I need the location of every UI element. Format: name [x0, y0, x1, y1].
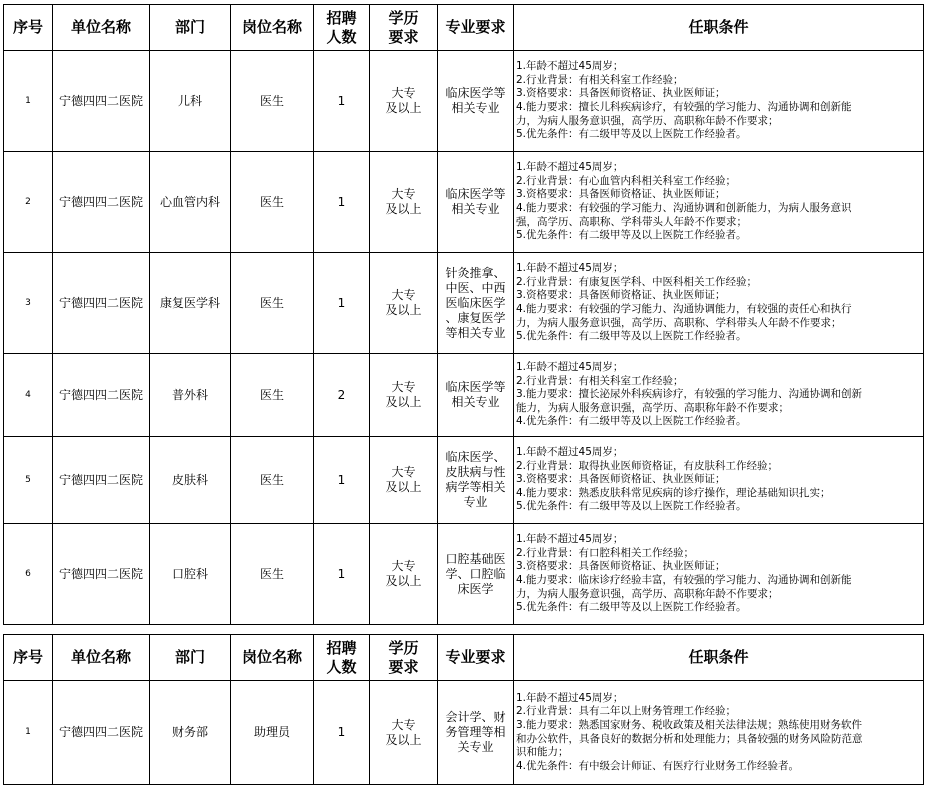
- headcount-cell: 2: [314, 354, 370, 437]
- major-cell-line: 相关专业: [451, 202, 500, 216]
- education-cell: [370, 253, 438, 354]
- position-cell: 医生: [231, 524, 314, 625]
- condition-line: 1.年龄不超过45周岁；: [516, 446, 624, 459]
- unit-name-cell: 宁德四四二医院: [53, 354, 150, 437]
- condition-line: 5.优先条件：有二级甲等及以上医院工作经验者。: [516, 128, 747, 141]
- education-cell: [370, 152, 438, 253]
- header-seq: 序号: [4, 5, 53, 51]
- education-cell-line: 大专: [391, 717, 416, 732]
- department-cell: 皮肤科: [150, 437, 231, 524]
- table-header-row: [4, 635, 924, 681]
- header-education: 学历 要求: [370, 5, 438, 51]
- position-cell: 医生: [231, 51, 314, 152]
- major-cell-line: 关专业: [457, 740, 494, 754]
- unit-name-cell: 宁德四四二医院: [53, 51, 150, 152]
- position-cell: 医生: [231, 354, 314, 437]
- condition-line: 4.能力要求：临床诊疗经验丰富，有较强的学习能力、沟通协调和创新能: [516, 574, 852, 586]
- department-cell: 普外科: [150, 354, 231, 437]
- major-cell-line: 医临床医学: [445, 295, 506, 310]
- major-cell-line: 床医学: [457, 581, 494, 596]
- header-seq: 序号: [4, 635, 53, 681]
- condition-line: 4.优先条件：有二级甲等及以上医院工作经验者。: [516, 415, 747, 428]
- condition-line: 1.年龄不超过45周岁；: [516, 262, 624, 275]
- education-cell-line: 大专: [391, 86, 416, 100]
- recruitment-table-2: [3, 634, 924, 785]
- header-major: 专业要求: [438, 5, 514, 51]
- department-cell: 心血管内科: [150, 152, 231, 253]
- department-cell: 康复医学科: [150, 253, 231, 354]
- table-row: [4, 152, 924, 253]
- unit-name-cell: 宁德四四二医院: [53, 437, 150, 524]
- header-major: 专业要求: [438, 635, 514, 681]
- major-cell-line: 临床医学等: [445, 380, 506, 394]
- condition-line: 1.年龄不超过45周岁；: [516, 161, 624, 174]
- major-cell-line: 学、口腔临: [445, 566, 506, 581]
- headcount-cell: 1: [314, 681, 370, 785]
- position-cell: 医生: [231, 152, 314, 253]
- seq-cell: 5: [4, 437, 53, 524]
- major-cell-line: 、康复医学: [445, 310, 506, 325]
- condition-line: 3.资格要求：具备医师资格证、执业医师证；: [516, 87, 726, 100]
- conditions-cell: [514, 681, 924, 785]
- headcount-cell: 1: [314, 437, 370, 524]
- condition-line: 识和能力；: [516, 746, 569, 759]
- headcount-cell: 1: [314, 51, 370, 152]
- seq-cell: 3: [4, 253, 53, 354]
- condition-line: 力，为病人服务意识强，高学历、高职称年龄不作要求；: [516, 114, 779, 127]
- education-cell-line: 及以上: [385, 480, 422, 494]
- condition-line: 2.行业背景：有相关科室工作经验；: [516, 73, 684, 86]
- major-cell-line: 皮肤病与性: [445, 465, 506, 479]
- condition-line: 5.优先条件：有二级甲等及以上医院工作经验者。: [516, 601, 747, 614]
- education-cell-line: 大专: [391, 380, 416, 394]
- header-dept: 部门: [150, 635, 231, 681]
- condition-line: 4.优先条件：有中级会计师证、有医疗行业财务工作经验者。: [516, 759, 800, 772]
- seq-cell: 1: [4, 51, 53, 152]
- major-cell-line: 相关专业: [451, 395, 500, 409]
- header-conditions: 任职条件: [514, 5, 924, 51]
- conditions-cell: [514, 524, 924, 625]
- education-cell-line: 大专: [391, 559, 416, 573]
- condition-line: 2.行业背景：有康复医学科、中医科相关工作经验；: [516, 275, 758, 288]
- conditions-cell: [514, 437, 924, 524]
- position-cell: 医生: [231, 437, 314, 524]
- condition-line: 4.能力要求：熟悉皮肤科常见疾病的诊疗操作，理论基础知识扎实；: [516, 486, 831, 499]
- education-cell: [370, 354, 438, 437]
- major-cell-line: 中医、中西: [445, 280, 506, 295]
- education-cell-line: 大专: [391, 288, 416, 302]
- header-dept: 部门: [150, 5, 231, 51]
- unit-name-cell: 宁德四四二医院: [53, 524, 150, 625]
- major-cell: [438, 354, 514, 437]
- major-cell-line: 口腔基础医: [445, 551, 506, 566]
- condition-line: 1.年龄不超过45周岁；: [516, 691, 624, 704]
- condition-line: 力，为病人服务意识强，高学历、高职称年龄不作要求；: [516, 587, 779, 600]
- condition-line: 5.优先条件：有二级甲等及以上医院工作经验者。: [516, 500, 747, 513]
- major-cell-line: 专业: [463, 495, 488, 509]
- unit-name-cell: 宁德四四二医院: [53, 681, 150, 785]
- major-cell-line: 会计学、财: [445, 710, 506, 724]
- condition-line: 1.年龄不超过45周岁；: [516, 60, 624, 73]
- headcount-cell: 1: [314, 524, 370, 625]
- table-row: [4, 253, 924, 354]
- table-header-row: [4, 5, 924, 51]
- major-cell-line: 病学等相关: [445, 480, 506, 494]
- header-unit: 单位名称: [53, 5, 150, 51]
- header-count: 招聘 人数: [314, 635, 370, 681]
- education-cell-line: 大专: [391, 187, 416, 201]
- education-cell-line: 及以上: [385, 101, 422, 115]
- header-unit: 单位名称: [53, 635, 150, 681]
- education-cell: [370, 681, 438, 785]
- table-row: [4, 437, 924, 524]
- education-cell: [370, 51, 438, 152]
- header-education: 学历 要求: [370, 635, 438, 681]
- condition-line: 3.资格要求：具备医师资格证、执业医师证；: [516, 560, 726, 573]
- condition-line: 3.资格要求：具备医师资格证、执业医师证；: [516, 188, 726, 201]
- condition-line: 力，为病人服务意识强，高学历、高职称、学科带头人年龄不作要求；: [516, 316, 842, 329]
- major-cell-line: 相关专业: [451, 101, 500, 115]
- seq-cell: 1: [4, 681, 53, 785]
- table-row: [4, 51, 924, 152]
- recruitment-table-1: [3, 4, 924, 625]
- major-cell-line: 针灸推拿、: [445, 265, 506, 280]
- table-row: [4, 354, 924, 437]
- headcount-cell: 1: [314, 152, 370, 253]
- header-count: 招聘 人数: [314, 5, 370, 51]
- condition-line: 能力，为病人服务意识强，高学历、高职称年龄不作要求；: [516, 401, 789, 414]
- education-cell-line: 及以上: [385, 202, 422, 216]
- condition-line: 2.行业背景：有口腔科相关工作经验；: [516, 546, 695, 559]
- education-cell: [370, 437, 438, 524]
- conditions-cell: [514, 253, 924, 354]
- major-cell: [438, 152, 514, 253]
- position-cell: 助理员: [231, 681, 314, 785]
- conditions-cell: [514, 51, 924, 152]
- major-cell: [438, 51, 514, 152]
- education-cell-line: 及以上: [385, 732, 422, 747]
- condition-line: 1.年龄不超过45周岁；: [516, 361, 624, 374]
- position-cell: 医生: [231, 253, 314, 354]
- header-position: 岗位名称: [231, 635, 314, 681]
- education-cell-line: 及以上: [385, 574, 422, 588]
- education-cell-line: 及以上: [385, 395, 422, 409]
- seq-cell: 6: [4, 524, 53, 625]
- unit-name-cell: 宁德四四二医院: [53, 152, 150, 253]
- condition-line: 2.行业背景：具有二年以上财务管理工作经验；: [516, 705, 737, 718]
- major-cell-line: 临床医学等: [445, 86, 506, 100]
- major-cell-line: 务管理等相: [445, 725, 506, 739]
- condition-line: 3.能力要求：擅长泌尿外科疾病诊疗，有较强的学习能力、沟通协调和创新: [516, 388, 863, 401]
- header-conditions: 任职条件: [514, 635, 924, 681]
- condition-line: 强，高学历、高职称、学科带头人年龄不作要求；: [516, 215, 747, 228]
- table-row: [4, 524, 924, 625]
- conditions-cell: [514, 152, 924, 253]
- education-cell: [370, 524, 438, 625]
- condition-line: 4.能力要求：有较强的学习能力、沟通协调和创新能力，为病人服务意识: [516, 202, 852, 214]
- condition-line: 和办公软件，具备良好的数据分析和处理能力；具备较强的财务风险防范意: [516, 732, 863, 745]
- condition-line: 2.行业背景：取得执业医师资格证，有皮肤科工作经验；: [516, 459, 779, 472]
- condition-line: 4.能力要求：有较强的学习能力、沟通协调能力，有较强的责任心和执行: [516, 303, 852, 315]
- major-cell: [438, 681, 514, 785]
- unit-name-cell: 宁德四四二医院: [53, 253, 150, 354]
- department-cell: 财务部: [150, 681, 231, 785]
- condition-line: 3.资格要求：具备医师资格证、执业医师证；: [516, 289, 726, 302]
- major-cell-line: 临床医学、: [445, 450, 506, 464]
- header-position: 岗位名称: [231, 5, 314, 51]
- conditions-cell: [514, 354, 924, 437]
- seq-cell: 2: [4, 152, 53, 253]
- major-cell-line: 临床医学等: [445, 187, 506, 201]
- education-cell-line: 及以上: [385, 303, 422, 317]
- major-cell: [438, 437, 514, 524]
- condition-line: 3.能力要求：熟悉国家财务、税收政策及相关法律法规；熟练使用财务软件: [516, 718, 863, 731]
- major-cell: [438, 253, 514, 354]
- seq-cell: 4: [4, 354, 53, 437]
- condition-line: 3.资格要求：具备医师资格证、执业医师证；: [516, 473, 726, 486]
- condition-line: 1.年龄不超过45周岁；: [516, 533, 624, 546]
- department-cell: 儿科: [150, 51, 231, 152]
- major-cell: [438, 524, 514, 625]
- condition-line: 5.优先条件：有二级甲等及以上医院工作经验者。: [516, 330, 747, 343]
- table-row: [4, 681, 924, 785]
- headcount-cell: 1: [314, 253, 370, 354]
- condition-line: 5.优先条件：有二级甲等及以上医院工作经验者。: [516, 229, 747, 242]
- condition-line: 2.行业背景：有心血管内科相关科室工作经验；: [516, 174, 737, 187]
- condition-line: 2.行业背景：有相关科室工作经验；: [516, 374, 684, 387]
- education-cell-line: 大专: [391, 465, 416, 479]
- major-cell-line: 等相关专业: [445, 325, 506, 340]
- condition-line: 4.能力要求：擅长儿科疾病诊疗，有较强的学习能力、沟通协调和创新能: [516, 101, 852, 113]
- department-cell: 口腔科: [150, 524, 231, 625]
